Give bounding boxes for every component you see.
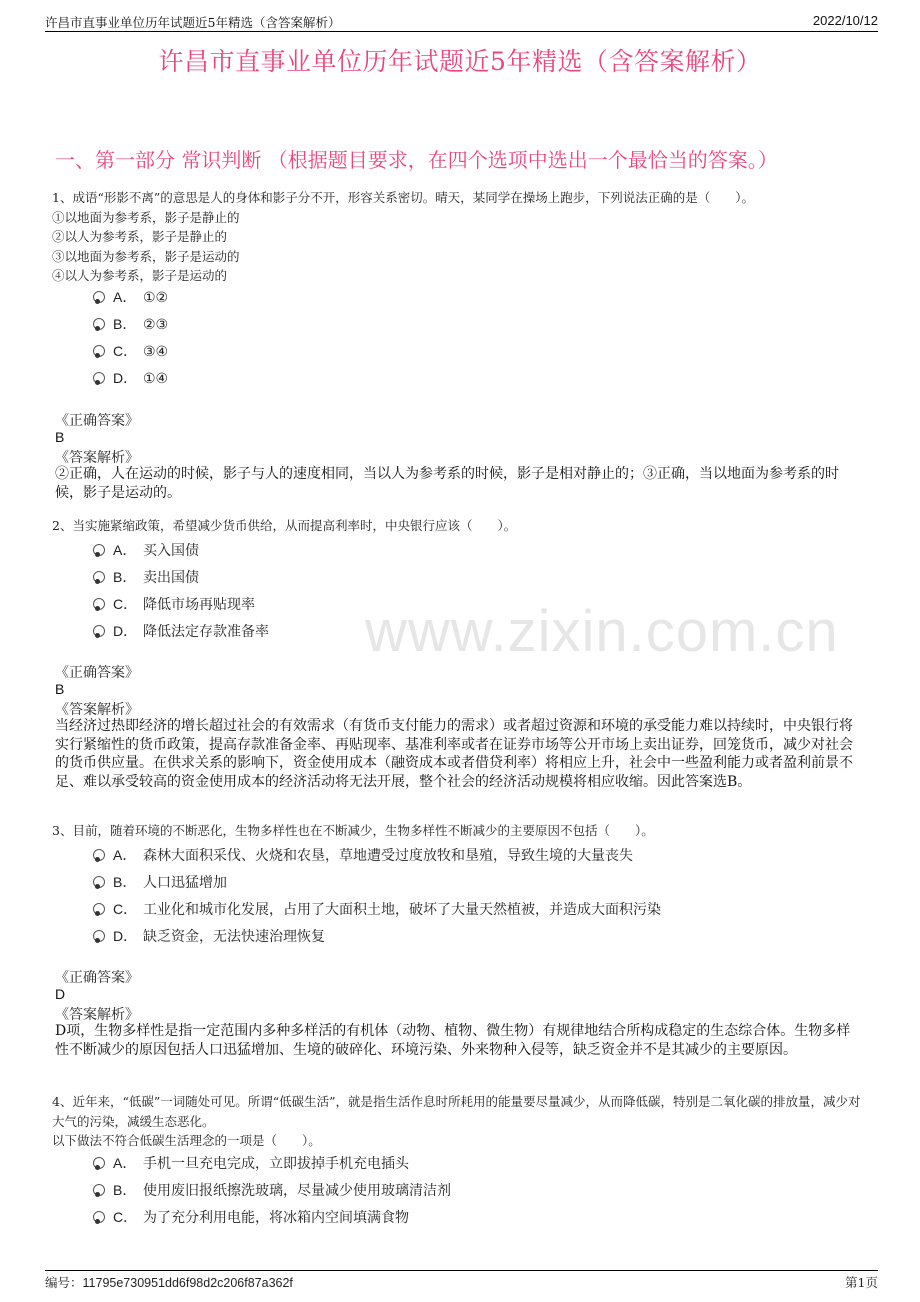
question-3-option-d[interactable]: D． 缺乏资金，无法快速治理恢复 — [93, 926, 325, 946]
question-2-option-c[interactable]: C． 降低市场再贴现率 — [93, 594, 255, 614]
question-1-option-c[interactable]: C． ③④ — [93, 341, 168, 361]
question-1-analysis: ②正确，人在运动的时候，影子与人的速度相同，当以人为参考系的时候，影子是相对静止的；③正确，当以地面为参考系的时候，影子是运动的。 — [55, 466, 839, 501]
question-1-analysis-label: 《答案解析》 — [55, 450, 139, 466]
question-1-statement-3: ③以地面为参考系，影子是运动的 — [52, 248, 240, 264]
section-title: 一、第一部分 常识判断 （根据题目要求，在四个选项中选出一个最恰当的答案。） — [55, 148, 778, 172]
footer-page-number: 第1页 — [845, 1275, 878, 1290]
question-2-option-b[interactable]: B． 卖出国债 — [93, 567, 199, 587]
footer-code-label: 编号： — [45, 1275, 83, 1290]
radio-icon[interactable] — [93, 598, 105, 610]
question-1-text: 1、成语“形影不离”的意思是人的身体和影子分不开，形容关系密切。晴天，某同学在操场上跑步，下列说法正确的是（ ）。 — [52, 190, 754, 205]
radio-icon[interactable] — [93, 372, 105, 384]
footer-code — [45, 1273, 293, 1291]
question-1-option-a[interactable]: A． ①② — [93, 287, 168, 307]
page-header — [45, 12, 878, 32]
question-3-analysis: D项，生物多样性是指一定范围内多种多样活的有机体（动物、植物、微生物）有规律地结合所构成稳定的生态综合体。生物多样性不断减少的原因包括人口迅猛增加、生境的破碎化、环境污染、外来物种入侵等，缺乏资金并不是其减少的主要原因。 — [55, 1023, 851, 1058]
question-3-analysis-label: 《答案解析》 — [55, 1007, 139, 1023]
question-1-option-b[interactable]: B． ②③ — [93, 314, 168, 334]
question-2-analysis: 当经济过热即经济的增长超过社会的有效需求（有货币支付能力的需求）或者超过资源和环境的承受能力难以持续时，中央银行将实行紧缩性的货币政策，提高存款准备金率、再贴现率、基准利率或者在证券市场等公开市场上卖出证券，回笼货币，减少对社会的货币供应量。在供求关系的影响下，资金使用成本（融资成本或者借贷利率）将相应上升，社会中一些盈利能力或者盈利前景不足、难以承受较高的资金使用成本的经济活动将无法开展，整个社会的经济活动规模将相应收缩。因此答案选B。 — [55, 718, 853, 790]
question-3-answer-label: 《正确答案》 — [55, 970, 139, 986]
radio-icon[interactable] — [93, 345, 105, 357]
header-doc-title: 许昌市直事业单位历年试题近5年精选（含答案解析） — [45, 15, 341, 30]
question-2-answer-label: 《正确答案》 — [55, 665, 139, 681]
radio-icon[interactable] — [93, 625, 105, 637]
question-2-option-a[interactable]: A． 买入国债 — [93, 540, 199, 560]
radio-icon[interactable] — [93, 318, 105, 330]
question-2-answer: B — [55, 681, 65, 697]
header-date: 2022/10/12 — [812, 13, 878, 28]
question-3-option-a[interactable]: A． 森林大面积采伐、火烧和农垦，草地遭受过度放牧和垦殖，导致生境的大量丧失 — [93, 845, 633, 865]
question-4-option-b[interactable]: B． 使用废旧报纸擦洗玻璃，尽量减少使用玻璃清洁剂 — [93, 1180, 451, 1200]
question-2-analysis-label: 《答案解析》 — [55, 702, 139, 718]
radio-icon[interactable] — [93, 1184, 105, 1196]
question-3-option-c[interactable]: C． 工业化和城市化发展，占用了大面积土地，破坏了大量天然植被，并造成大面积污染 — [93, 899, 661, 919]
radio-icon[interactable] — [93, 1157, 105, 1169]
question-4-stem — [52, 1092, 867, 1151]
radio-icon[interactable] — [93, 291, 105, 303]
question-4-text: 4、近年来，“低碳”一词随处可见。所谓“低碳生活”，就是指生活作息时所耗用的能量要尽量减少，从而降低碳，特别是二氧化碳的排放量，减少对大气的污染，减缓生态恶化。 — [52, 1094, 861, 1129]
document-title: 许昌市直事业单位历年试题近5年精选（含答案解析） — [158, 47, 762, 76]
question-1-statement-2: ②以人为参考系，影子是静止的 — [52, 229, 228, 244]
question-1-stem — [52, 188, 867, 286]
radio-icon[interactable] — [93, 1211, 105, 1223]
question-2-stem — [52, 516, 867, 536]
watermark: www.zixin.com.cn — [365, 599, 839, 664]
radio-icon[interactable] — [93, 876, 105, 888]
question-1-statement-4: ④以人为参考系，影子是运动的 — [52, 268, 228, 283]
question-2-text: 2、当实施紧缩政策，希望减少货币供给，从而提高利率时，中央银行应该（ ）。 — [52, 518, 517, 533]
question-2-option-d[interactable]: D． 降低法定存款准备率 — [93, 621, 269, 641]
question-1-answer-label: 《正确答案》 — [55, 413, 139, 429]
radio-icon[interactable] — [93, 903, 105, 915]
question-4-option-c[interactable]: C． 为了充分利用电能，将冰箱内空间填满食物 — [93, 1207, 409, 1227]
radio-icon[interactable] — [93, 544, 105, 556]
radio-icon[interactable] — [93, 571, 105, 583]
question-3-stem — [52, 821, 867, 841]
radio-icon[interactable] — [93, 849, 105, 861]
question-4-option-a[interactable]: A． 手机一旦充电完成，立即拔掉手机充电插头 — [93, 1153, 409, 1173]
question-4-prompt: 以下做法不符合低碳生活理念的一项是（ ）。 — [52, 1133, 321, 1148]
question-3-option-b[interactable]: B． 人口迅猛增加 — [93, 872, 227, 892]
page-footer — [45, 1270, 878, 1293]
radio-icon[interactable] — [93, 930, 105, 942]
question-1-answer: B — [55, 429, 65, 445]
question-3-answer: D — [55, 986, 66, 1002]
question-3-text: 3、目前，随着环境的不断恶化，生物多样性也在不断减少，生物多样性不断减少的主要原因不包括（ ）。 — [52, 823, 654, 838]
footer-code-value: 11795e730951dd6f98d2c206f87a362f — [82, 1276, 293, 1290]
question-1-statement-1: ①以地面为参考系，影子是静止的 — [52, 209, 240, 225]
question-1-option-d[interactable]: D． ①④ — [93, 368, 168, 388]
